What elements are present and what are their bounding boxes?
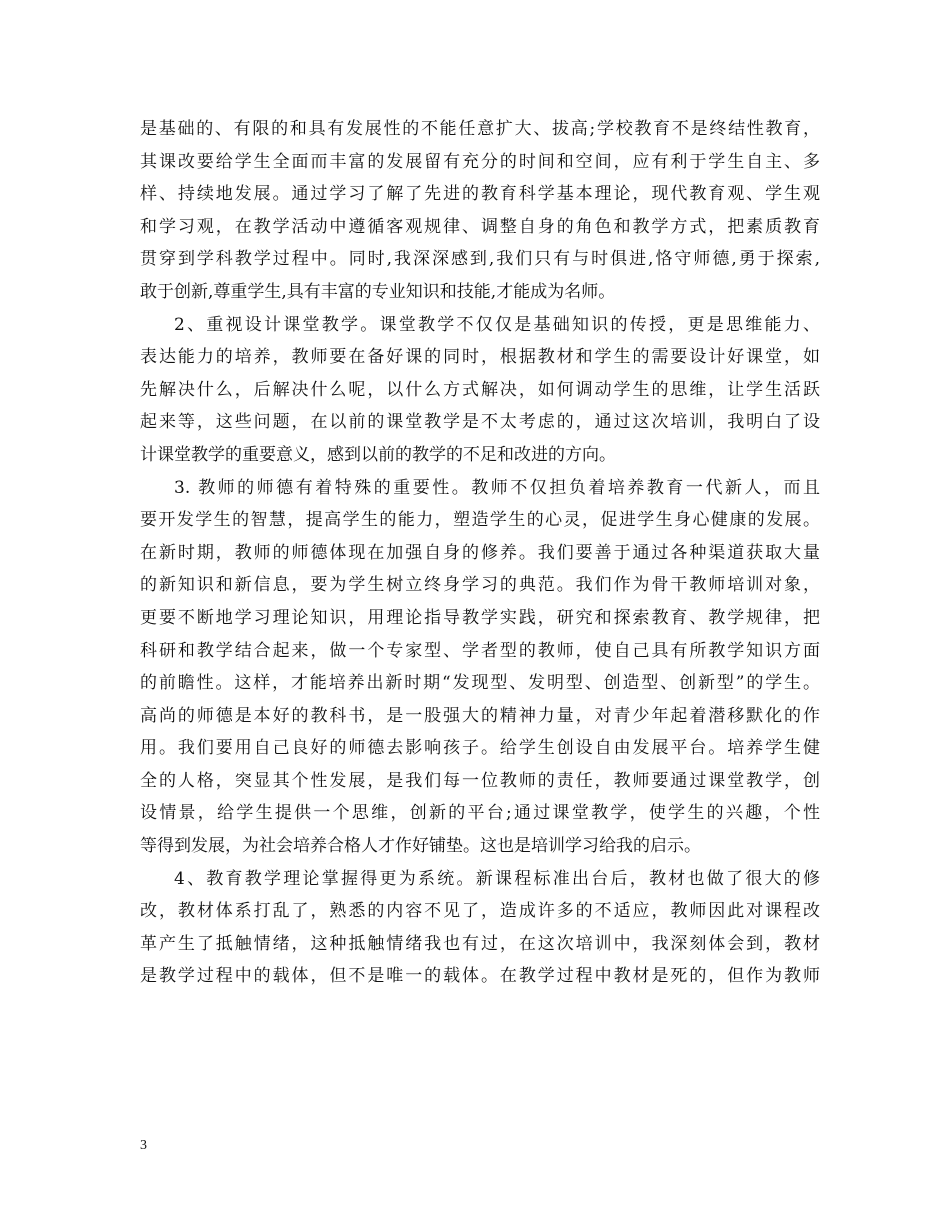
text-line: 在新时期，教师的师德体现在加强自身的修养。我们要善于通过各种渠道获取大量 [140,542,820,563]
text-line: 其课改要给学生全面而丰富的发展留有充分的时间和空间，应有利于学生自主、多 [140,151,820,172]
page-number: 3 [140,1138,147,1153]
text-line: 高尚的师德是本好的教科书，是一股强大的精神力量，对青少年起着潜移默化的作 [140,705,820,726]
text-line: 是基础的、有限的和具有发展性的不能任意扩大、拔高;学校教育不是终结性教育， [140,119,820,139]
document-body [140,113,820,993]
text-line: 等得到发展，为社会培养合格人才作好铺垫。这也是培训学习给我的启示。 [140,836,701,857]
text-line: 起来等，这些问题，在以前的课堂教学是不太考虑的，通过这次培训，我明白了设 [140,412,820,433]
text-line: 革产生了抵触情绪，这种抵触情绪我也有过，在这次培训中，我深刻体会到，教材 [140,933,820,954]
text-line: 先解决什么，后解决什么呢，以什么方式解决，如何调动学生的思维，让学生活跃 [140,379,820,400]
text-line: 要开发学生的智慧，提高学生的能力，塑造学生的心灵，促进学生身心健康的发展。 [140,510,820,531]
text-line: 4、教育教学理论掌握得更为系统。新课程标准出台后，教材也做了很大的修 [174,868,820,889]
paragraph-3 [140,472,820,863]
paragraph-1 [140,113,820,309]
text-line: 科研和教学结合起来，做一个专家型、学者型的教师，使自己具有所教学知识方面 [140,640,820,661]
paragraph-4 [140,863,820,993]
text-line: 全的人格，突显其个性发展，是我们每一位教师的责任，教师要通过课堂教学，创 [140,770,820,791]
text-line: 2、重视设计课堂教学。课堂教学不仅仅是基础知识的传授，更是思维能力、 [174,314,820,335]
paragraph-2 [140,309,820,472]
text-line: 贯穿到学科教学过程中。同时,我深深感到,我们只有与时俱进,恪守师德,勇于探索, [140,249,820,270]
text-line: 和学习观，在教学活动中遵循客观规律、调整自身的角色和教学方式，把素质教育 [140,216,820,237]
text-line: 计课堂教学的重要意义，感到以前的教学的不足和改进的方向。 [140,444,616,465]
text-line: 的前瞻性。这样，才能培养出新时期“发现型、发明型、创造型、创新型”的学生。 [140,673,820,694]
text-line: 更要不断地学习理论知识，用理论指导教学实践，研究和探索教育、教学规律，把 [140,607,820,628]
text-line: 的新知识和新信息，要为学生树立终身学习的典范。我们作为骨干教师培训对象， [140,575,820,596]
text-line: 样、持续地发展。通过学习了解了先进的教育科学基本理论，现代教育观、学生观 [140,184,820,205]
text-line: 改，教材体系打乱了，熟悉的内容不见了，造成许多的不适应，教师因此对课程改 [140,901,820,922]
text-line: 表达能力的培养，教师要在备好课的同时，根据教材和学生的需要设计好课堂，如 [140,347,820,368]
text-line: 用。我们要用自己良好的师德去影响孩子。给学生创设自由发展平台。培养学生健 [140,738,820,759]
text-line: 设情景，给学生提供一个思维，创新的平台;通过课堂教学，使学生的兴趣，个性 [140,803,820,824]
text-line: 3. 教师的师德有着特殊的重要性。教师不仅担负着培养教育一代新人，而且 [174,477,820,498]
text-line: 是教学过程中的载体，但不是唯一的载体。在教学过程中教材是死的，但作为教师 [140,966,820,987]
text-line: 敢于创新,尊重学生,具有丰富的专业知识和技能,才能成为名师。 [140,281,616,302]
